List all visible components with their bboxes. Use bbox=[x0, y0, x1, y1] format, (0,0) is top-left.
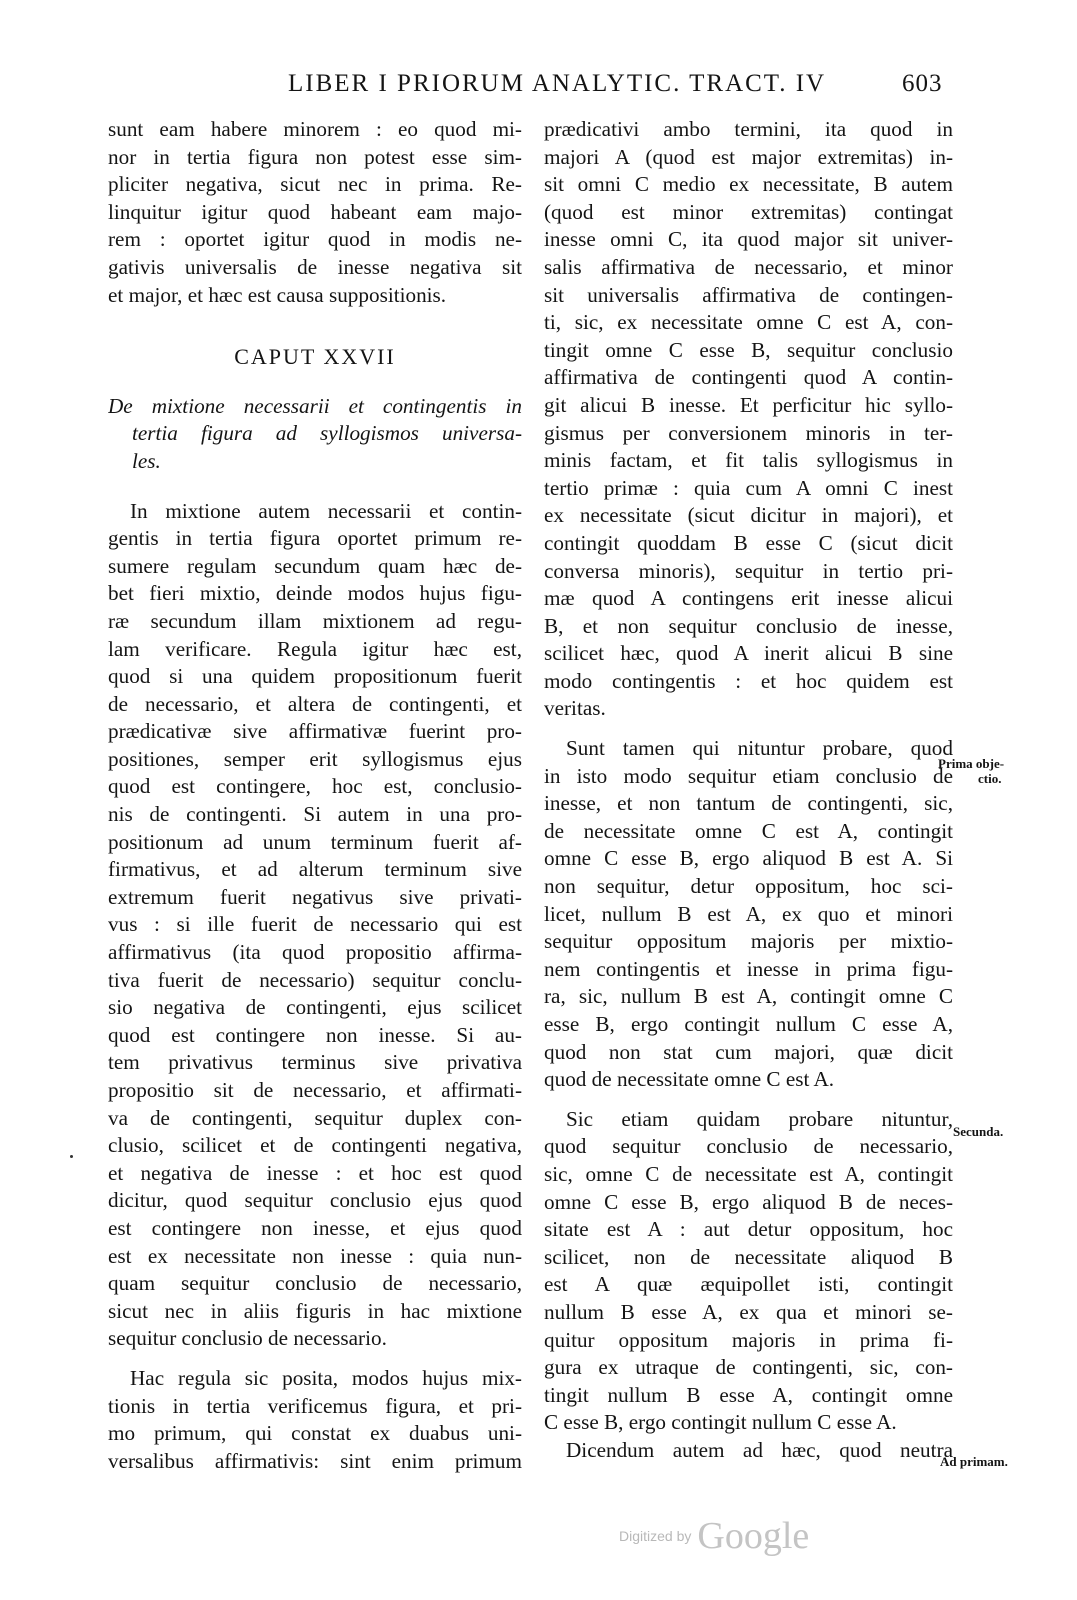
paragraph-secunda bbox=[544, 1106, 953, 1437]
text-line: majori A (quod est major extremitas) in- bbox=[544, 144, 953, 169]
text-line: esse B, ergo contingit nullum C esse A, bbox=[544, 1012, 953, 1036]
text-line: quod si una quidem propositionum fuerit bbox=[108, 664, 522, 689]
text-line: affirmativus (ita quod propositio affirma- bbox=[108, 940, 522, 965]
text-line: va de contingenti, sequitur duplex con- bbox=[108, 1105, 522, 1130]
text-line: est A quæ æquipollet isti, contingit bbox=[544, 1272, 953, 1297]
text-line: salis affirmativa de necessario, et minor bbox=[544, 254, 953, 279]
text-line: vus : si ille fuerit de necessario qui est bbox=[108, 912, 522, 937]
digitized-watermark bbox=[619, 1514, 809, 1558]
text-line: nem contingentis et inesse in prima figu- bbox=[544, 956, 953, 981]
text-line: et major, et hæc est causa suppositionis. bbox=[108, 282, 447, 307]
left-column bbox=[108, 116, 522, 1475]
text-line: in isto modo sequitur etiam conclusio de bbox=[544, 763, 953, 788]
text-line: sunt eam habere minorem : eo quod mi- bbox=[108, 117, 522, 141]
text-line: de necessario, et altera de contingenti, et bbox=[108, 691, 522, 716]
text-line: gativis universalis de inesse negativa sit bbox=[108, 254, 522, 279]
text-line: quod de necessitate omne C est A. bbox=[544, 1067, 835, 1092]
text-line: versalibus affirmativis: sint enim primum bbox=[108, 1448, 522, 1473]
text-line: firmativus, et ad alterum terminum sive bbox=[108, 857, 522, 882]
text-line: sumere regulam secundum quam hæc de- bbox=[108, 553, 522, 578]
text-line: mo primum, qui constat ex duabus uni- bbox=[108, 1421, 522, 1446]
right-column bbox=[544, 116, 953, 1465]
text-line: clusio, scilicet et de contingenti negativa, bbox=[108, 1133, 522, 1158]
text-line: tingit nullum B esse A, contingit omne bbox=[544, 1382, 953, 1407]
text-line: In mixtione autem necessarii et contin- bbox=[130, 498, 522, 523]
text-line: dicitur, quod sequitur conclusio ejus quod bbox=[108, 1188, 522, 1213]
paragraph-primus-modus bbox=[544, 116, 953, 723]
text-line: nor in tertia figura non potest esse sim- bbox=[108, 144, 522, 169]
text-line: contingit quoddam B esse C (sicut dicit bbox=[544, 530, 953, 555]
text-line: gura ex utraque de contingenti, sic, con- bbox=[544, 1355, 953, 1380]
text-line: ræ secundum illam mixtionem ad regu- bbox=[108, 608, 522, 633]
text-line: nullum B esse A, ex qua et minori se- bbox=[544, 1299, 953, 1324]
text-line: et negativa de inesse : et hoc est quod bbox=[108, 1160, 522, 1185]
text-line: sicut nec in aliis figuris in hac mixtione bbox=[108, 1298, 522, 1323]
text-line: lam verificare. Regula igitur hæc est, bbox=[108, 636, 522, 661]
text-line: tertio primæ : quia cum A omni C inest bbox=[544, 475, 953, 500]
margin-note-secunda: Secunda. bbox=[953, 1124, 1004, 1139]
text-line: bet fieri mixtio, deinde modos hujus figu- bbox=[108, 581, 522, 606]
text-line: (quod est minor extremitas) contingat bbox=[544, 199, 953, 224]
google-logo: Google bbox=[697, 1515, 810, 1557]
running-title: LIBER I PRIORUM ANALYTIC. TRACT. IV bbox=[288, 70, 827, 97]
text-line: extremum fuerit negativus sive privati- bbox=[108, 884, 522, 909]
text-line: gismus per conversionem minoris in ter- bbox=[544, 420, 953, 445]
text-line: prædicativæ sive affirmativæ fuerint pro- bbox=[108, 719, 522, 744]
text-line: B, et non sequitur conclusio de inesse, bbox=[544, 613, 953, 638]
text-line: quod est contingere, hoc est, conclusio- bbox=[108, 774, 522, 799]
text-line: tingit omne C esse B, sequitur conclusio bbox=[544, 337, 953, 362]
text-line: les. bbox=[132, 448, 161, 473]
margin-note-line: Prima obje- bbox=[938, 756, 1005, 771]
text-line: ex necessitate (sicut dicitur in majori), et bbox=[544, 503, 953, 528]
text-line: Sic etiam quidam probare nituntur, bbox=[566, 1106, 953, 1131]
stray-mark bbox=[70, 1155, 73, 1158]
text-line: quod non stat cum majori, quæ dicit bbox=[544, 1039, 953, 1064]
text-line: est contingere non inesse, et ejus quod bbox=[108, 1215, 522, 1240]
text-line: sequitur conclusio de necessario. bbox=[108, 1326, 387, 1351]
text-line: sitate est A : aut detur oppositum, hoc bbox=[544, 1217, 953, 1242]
text-line: veritas. bbox=[544, 696, 606, 721]
text-line: ti, sic, ex necessitate omne C est A, con- bbox=[544, 310, 953, 335]
text-line: omne C esse B, ergo aliquod B de neces- bbox=[544, 1189, 953, 1214]
text-line: scilicet, non de necessitate aliquod B bbox=[544, 1244, 953, 1269]
text-line: propositio sit de necessario, et affirmati- bbox=[108, 1078, 522, 1102]
text-line: quitur oppositum majoris in prima fi- bbox=[544, 1327, 953, 1352]
paragraph-modi bbox=[108, 1365, 522, 1475]
text-line: tionis in tertia verificemus figura, et pri- bbox=[108, 1393, 522, 1418]
text-line: positionum ad unum terminum fuerit af- bbox=[108, 829, 522, 854]
text-line: sit universalis affirmativa de contingen- bbox=[544, 282, 953, 307]
text-line: sio negativa de contingenti, ejus scilicet bbox=[108, 995, 522, 1020]
paragraph-continuation bbox=[108, 116, 522, 309]
margin-note-line: ctio. bbox=[978, 771, 1002, 786]
text-line: Sunt tamen qui nituntur probare, quod bbox=[566, 736, 953, 761]
text-line: sit omni C medio ex necessitate, B autem bbox=[544, 172, 953, 197]
text-line: git alicui B inesse. Et perficitur hic syllo- bbox=[544, 392, 953, 417]
text-line: mæ quod A contingens erit inesse alicui bbox=[544, 586, 953, 611]
text-line: conversa minoris), sequitur in tertio pri- bbox=[544, 558, 953, 583]
text-line: quod est contingere non inesse. Si au- bbox=[108, 1022, 522, 1047]
chapter-subtitle bbox=[108, 393, 522, 476]
text-line: tem privativus terminus sive privativa bbox=[108, 1050, 522, 1075]
text-line: De mixtione necessarii et contingentis in bbox=[108, 393, 522, 418]
page-number: 603 bbox=[902, 70, 943, 97]
text-line: Dicendum autem ad hæc, quod neutra bbox=[566, 1437, 953, 1462]
text-line: de necessitate omne C est A, contingit bbox=[544, 818, 953, 843]
text-line: quam sequitur conclusio de necessario, bbox=[108, 1271, 522, 1296]
margin-note-prima-objectio bbox=[938, 756, 1004, 786]
text-line: tiva fuerit de necessario) sequitur conclu- bbox=[108, 967, 522, 992]
text-line: pliciter negativa, sicut nec in prima. Re- bbox=[108, 172, 522, 197]
text-line: affirmativa de contingenti quod A contin- bbox=[544, 365, 953, 390]
text-line: linquitur igitur quod habeant eam majo- bbox=[108, 199, 522, 224]
text-line: licet, nullum B est A, ex quo et minori bbox=[544, 901, 953, 926]
text-line: non sequitur, detur oppositum, hoc sci- bbox=[544, 874, 953, 899]
text-line: Hac regula sic posita, modos hujus mix- bbox=[130, 1365, 522, 1390]
text-line: minis factam, et fit talis syllogismus in bbox=[544, 448, 953, 473]
page-header bbox=[0, 70, 1077, 106]
text-line: sic, omne C de necessitate est A, contingit bbox=[544, 1161, 953, 1186]
text-line: scilicet hæc, quod A inerit alicui B sine bbox=[544, 641, 953, 666]
text-line: inesse, et non tantum de contingenti, sic, bbox=[544, 791, 953, 816]
text-line: modo contingentis : et hoc quidem est bbox=[544, 668, 953, 693]
text-line: quod sequitur conclusio de necessario, bbox=[544, 1134, 953, 1159]
text-line: rem : oportet igitur quod in modis ne- bbox=[108, 227, 522, 252]
paragraph-prima-objectio bbox=[544, 735, 953, 1094]
text-line: prædicativi ambo termini, ita quod in bbox=[544, 117, 953, 141]
text-line: sequitur oppositum majoris per mixtio- bbox=[544, 929, 953, 954]
text-line: est ex necessitate non inesse : quia nun- bbox=[108, 1243, 522, 1268]
paragraph-ad-primam bbox=[544, 1437, 953, 1465]
margin-note-ad-primam: Ad primam. bbox=[940, 1454, 1008, 1469]
text-line: inesse omni C, ita quod major sit univer- bbox=[544, 227, 953, 252]
text-line: gentis in tertia figura oportet primum re- bbox=[108, 526, 522, 551]
text-line: tertia figura ad syllogismos universa- bbox=[132, 421, 522, 446]
digitized-label: Digitized by bbox=[619, 1528, 692, 1544]
text-line: positiones, semper erit syllogismus ejus bbox=[108, 746, 522, 771]
text-line: ra, sic, nullum B est A, contingit omne C bbox=[544, 984, 953, 1009]
text-line: omne C esse B, ergo aliquod B est A. Si bbox=[544, 846, 953, 871]
chapter-heading: CAPUT XXVII bbox=[234, 344, 396, 370]
text-line: nis de contingenti. Si autem in una pro- bbox=[108, 802, 522, 827]
text-line: C esse B, ergo contingit nullum C esse A. bbox=[544, 1410, 897, 1435]
paragraph-regula bbox=[108, 498, 522, 1353]
